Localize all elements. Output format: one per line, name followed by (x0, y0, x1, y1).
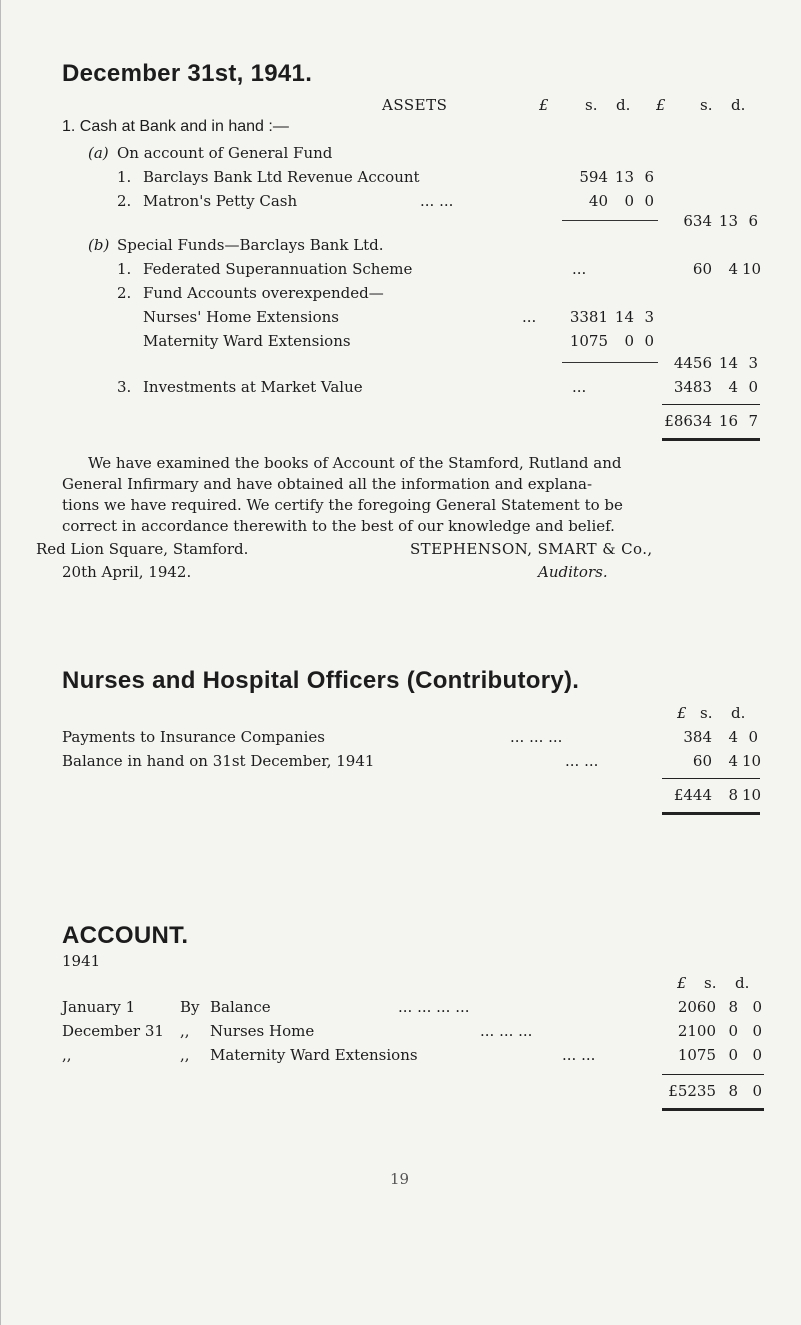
nurses-row-2-pounds: 60 (692, 752, 712, 770)
account-total-pounds: £5235 (668, 1082, 716, 1100)
statement-line-3: tions we have required. We certify the foregoing General Statement to be (62, 496, 623, 514)
account-heading: ACCOUNT. (62, 922, 189, 949)
b2-item1-pence: 3 (644, 308, 654, 326)
account-col-shilling: s. (704, 974, 717, 992)
account-row-2-label: Nurses Home (210, 1022, 315, 1040)
a-subtotal-dash (562, 220, 658, 221)
nurses-row-1-label: Payments to Insurance Companies (62, 728, 325, 746)
subsection-b-label: (b) (88, 236, 110, 254)
a2-pence: 0 (644, 192, 654, 210)
a2-shillings: 0 (624, 192, 634, 210)
b2-item1-shillings: 14 (614, 308, 634, 326)
auditor-address: Red Lion Square, Stamford. (36, 540, 249, 558)
a1-pence: 6 (644, 168, 654, 186)
a1-number: 1. (117, 168, 132, 186)
a-total-pounds: 634 (683, 212, 712, 230)
account-row-3-dots: ... ... (562, 1046, 596, 1064)
account-row-3-date: ,, (62, 1046, 72, 1064)
b2-total-shillings: 14 (718, 354, 738, 372)
nurses-row-1-dots: ... ... ... (510, 728, 563, 746)
statement-line-2: General Infirmary and have obtained all the information and explana- (62, 475, 593, 493)
a-total-pence: 6 (748, 212, 758, 230)
account-row-1-label: Balance (210, 998, 271, 1016)
b1-number: 1. (117, 260, 132, 278)
nurses-row-2-dots: ... ... (565, 752, 599, 770)
nurses-row-1-pounds: 384 (683, 728, 712, 746)
nurses-total-pence: 10 (742, 786, 762, 804)
b1-pence: 10 (742, 260, 762, 278)
nurses-heading: Nurses and Hospital Officers (Contributory). (62, 667, 580, 694)
b2-item2-pence: 0 (644, 332, 654, 350)
b3-dots: ... (572, 378, 587, 396)
account-row-2-dots: ... ... ... (480, 1022, 533, 1040)
auditor-role: Auditors. (538, 563, 608, 581)
b2-item1-pounds: 3381 (569, 308, 608, 326)
account-row-1-dots: ... ... ... ... (398, 998, 470, 1016)
account-row-1-pounds: 2060 (677, 998, 716, 1016)
nurses-row-2-label: Balance in hand on 31st December, 1941 (62, 752, 375, 770)
nurses-row-2-pence: 10 (742, 752, 762, 770)
b1-pounds: 60 (692, 260, 712, 278)
page-number: 19 (390, 1170, 410, 1188)
a1-label: Barclays Bank Ltd Revenue Account (143, 168, 420, 186)
account-row-3-label: Maternity Ward Extensions (210, 1046, 418, 1064)
assets-title: ASSETS (382, 96, 448, 114)
page-heading: December 31st, 1941. (62, 60, 313, 87)
b2-item2-pounds: 1075 (569, 332, 608, 350)
account-total-double-rule (662, 1108, 764, 1111)
nurses-total-pounds: £444 (673, 786, 712, 804)
statement-date: 20th April, 1942. (62, 563, 192, 581)
nurses-col-pence: d. (731, 704, 746, 722)
a2-number: 2. (117, 192, 132, 210)
nurses-col-shilling: s. (700, 704, 713, 722)
account-row-1-shillings: 8 (728, 998, 738, 1016)
account-row-1-date: January 1 (62, 998, 136, 1016)
nurses-total-shillings: 8 (728, 786, 738, 804)
nurses-total-double-rule (662, 812, 760, 815)
col-pound-1: £ (539, 96, 549, 114)
b2-item2-label: Maternity Ward Extensions (143, 332, 351, 350)
account-total-pence: 0 (752, 1082, 762, 1100)
grand-total-pence: 7 (748, 412, 758, 430)
account-total-rule (662, 1074, 764, 1075)
b2-total-pence: 3 (748, 354, 758, 372)
grand-total-pounds: £8634 (664, 412, 712, 430)
section-cash-heading: 1. Cash at Bank and in hand :— (62, 118, 289, 135)
a2-dots: ... ... (420, 192, 454, 210)
nurses-total-rule (662, 778, 760, 779)
a-total-shillings: 13 (718, 212, 738, 230)
col-shilling-2: s. (700, 96, 713, 114)
b3-label: Investments at Market Value (143, 378, 363, 396)
account-row-2-shillings: 0 (728, 1022, 738, 1040)
b3-shillings: 4 (728, 378, 738, 396)
account-row-1-pence: 0 (752, 998, 762, 1016)
b2-item2-shillings: 0 (624, 332, 634, 350)
account-total-shillings: 8 (728, 1082, 738, 1100)
b3-pence: 0 (748, 378, 758, 396)
account-row-2-pounds: 2100 (677, 1022, 716, 1040)
a1-shillings: 13 (614, 168, 634, 186)
nurses-row-2-shillings: 4 (728, 752, 738, 770)
b2-total-pounds: 4456 (673, 354, 712, 372)
nurses-row-1-pence: 0 (748, 728, 758, 746)
b3-number: 3. (117, 378, 132, 396)
account-row-2-pence: 0 (752, 1022, 762, 1040)
grand-total-double-rule (662, 438, 760, 441)
col-shilling-1: s. (585, 96, 598, 114)
a2-pounds: 40 (588, 192, 608, 210)
grand-total-rule (662, 404, 760, 405)
account-row-3-shillings: 0 (728, 1046, 738, 1064)
a2-label: Matron's Petty Cash (143, 192, 298, 210)
b1-label: Federated Superannuation Scheme (143, 260, 413, 278)
statement-line-4: correct in accordance therewith to the best of our knowledge and belief. (62, 517, 615, 535)
auditor-firm: STEPHENSON, SMART & Co., (410, 540, 653, 558)
account-row-3-by: ,, (180, 1046, 190, 1064)
col-pound-2: £ (656, 96, 666, 114)
account-col-pound: £ (677, 974, 687, 992)
b3-pounds: 3483 (673, 378, 712, 396)
account-row-3-pounds: 1075 (677, 1046, 716, 1064)
subsection-a-label: (a) (88, 144, 109, 162)
b1-shillings: 4 (728, 260, 738, 278)
account-row-1-by: By (180, 998, 200, 1016)
b2-label: Fund Accounts overexpended— (143, 284, 384, 302)
page-edge (0, 0, 1, 1325)
a1-pounds: 594 (579, 168, 608, 186)
b1-dots: ... (572, 260, 587, 278)
account-row-3-pence: 0 (752, 1046, 762, 1064)
statement-line-1: We have examined the books of Account of the Stamford, Rutland and (88, 454, 622, 472)
subsection-b-text: Special Funds—Barclays Bank Ltd. (117, 236, 384, 254)
b2-number: 2. (117, 284, 132, 302)
b2-item1-dots: ... (522, 308, 537, 326)
nurses-row-1-shillings: 4 (728, 728, 738, 746)
account-row-2-by: ,, (180, 1022, 190, 1040)
account-row-2-date: December 31 (62, 1022, 164, 1040)
grand-total-shillings: 16 (718, 412, 738, 430)
b2-item1-label: Nurses' Home Extensions (143, 308, 339, 326)
col-pence-1: d. (616, 96, 631, 114)
nurses-col-pound: £ (677, 704, 687, 722)
col-pence-2: d. (731, 96, 746, 114)
b2-subtotal-dash (562, 362, 658, 363)
account-col-pence: d. (735, 974, 750, 992)
subsection-a-text: On account of General Fund (117, 144, 333, 162)
account-year: 1941 (62, 952, 101, 970)
